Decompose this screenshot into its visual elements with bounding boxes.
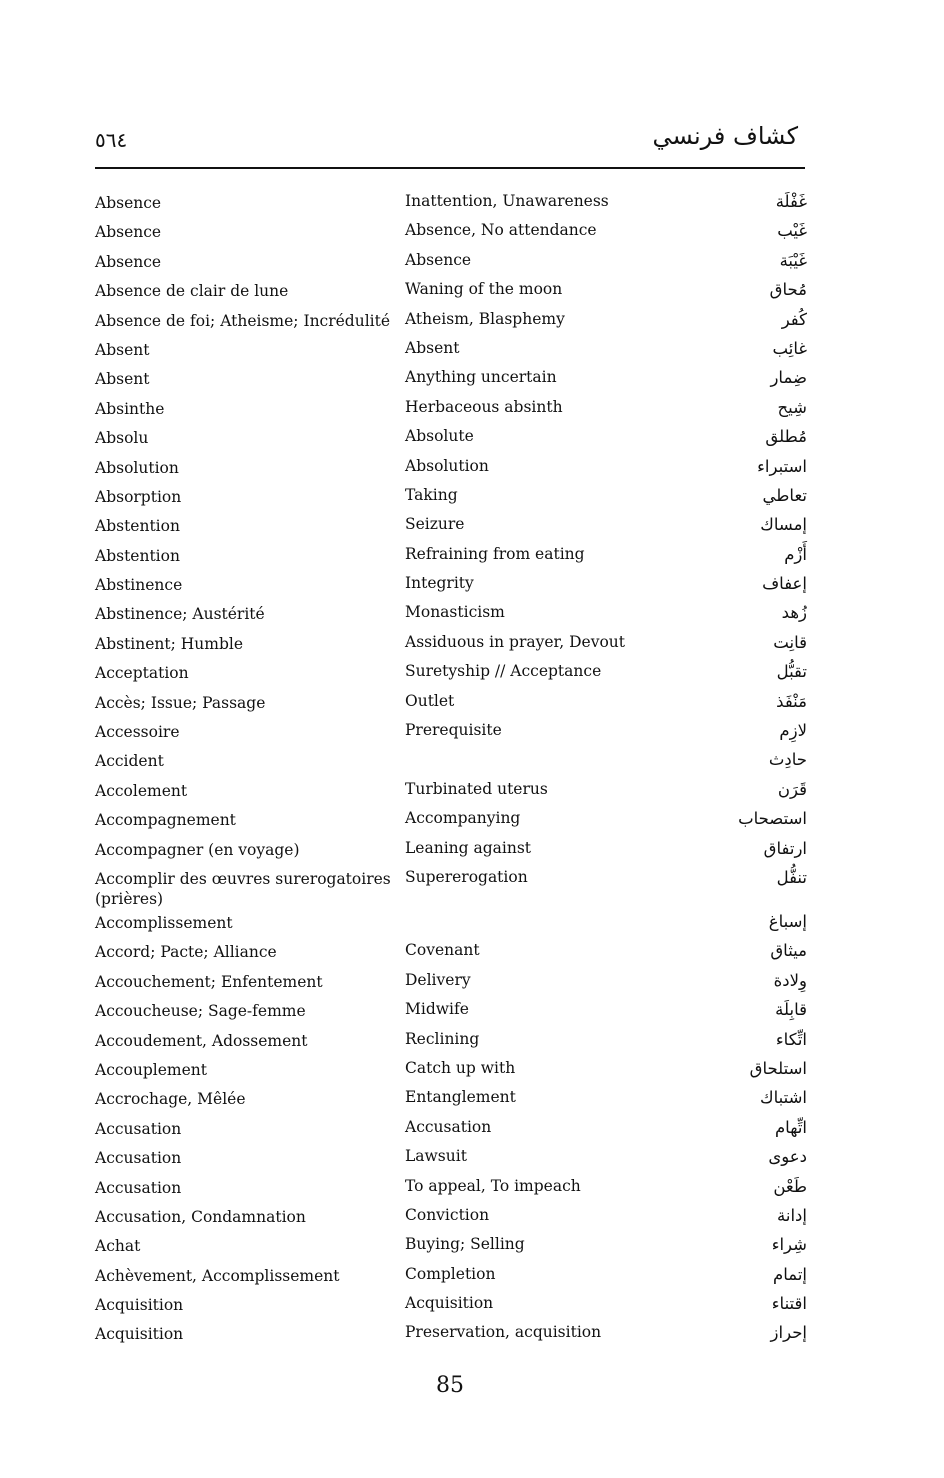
entry-english-term: Absent bbox=[405, 338, 460, 357]
entry-english-term: Delivery bbox=[405, 970, 471, 989]
entry-french-term: Acquisition bbox=[95, 1325, 184, 1344]
entry-french-term: Achat bbox=[95, 1237, 141, 1256]
entry-english-term: Seizure bbox=[405, 515, 465, 534]
glossary-entry bbox=[95, 630, 807, 659]
glossary-entry bbox=[95, 336, 807, 365]
entry-french-term: Accusation, Condamnation bbox=[95, 1207, 306, 1226]
entry-french-term: Accompagner (en voyage) bbox=[95, 840, 300, 859]
entry-arabic-term: حادِث bbox=[768, 750, 807, 770]
glossary-entry bbox=[95, 277, 807, 306]
entry-english-term: Prerequisite bbox=[405, 721, 502, 740]
entry-arabic-term: مُحاق bbox=[769, 280, 807, 300]
entry-french-term: Absinthe bbox=[95, 399, 165, 418]
entry-arabic-term: إمساك bbox=[760, 515, 807, 535]
entry-arabic-term: اقتناء bbox=[771, 1294, 807, 1314]
entry-arabic-term: غَيْب bbox=[777, 221, 807, 241]
entry-arabic-term: شِراء bbox=[771, 1235, 807, 1255]
glossary-entry bbox=[95, 1203, 807, 1232]
entry-french-term: Accusation bbox=[95, 1149, 182, 1168]
entry-english-term: Waning of the moon bbox=[405, 280, 563, 299]
glossary-entry bbox=[95, 512, 807, 541]
entry-arabic-term: وِلادة bbox=[773, 970, 807, 990]
entry-french-term: Accomplir des œuvres surerogatoires (prières) bbox=[95, 869, 391, 908]
entry-arabic-term: غَفْلَة bbox=[775, 192, 807, 211]
entry-arabic-term: إسباغ bbox=[768, 911, 807, 931]
entry-english-term: Covenant bbox=[405, 941, 480, 960]
entry-french-term: Absorption bbox=[95, 487, 182, 506]
entry-arabic-term: قَرَن bbox=[777, 779, 807, 799]
glossary-entry bbox=[95, 1144, 807, 1173]
glossary-entry bbox=[95, 483, 807, 512]
entry-arabic-term: مُطلق bbox=[765, 427, 807, 447]
glossary-entry bbox=[95, 1232, 807, 1261]
glossary-entry bbox=[95, 777, 807, 806]
entry-english-term: Absence bbox=[405, 250, 472, 269]
entry-arabic-term: استلحاق bbox=[749, 1058, 807, 1078]
entry-arabic-term: استصحاب bbox=[738, 809, 807, 829]
entry-french-term: Achèvement, Accomplissement bbox=[95, 1266, 340, 1285]
entry-arabic-term: تنفُّل bbox=[776, 867, 807, 887]
entry-arabic-term: استبراء bbox=[757, 456, 807, 476]
entry-english-term: Turbinated uterus bbox=[405, 779, 548, 798]
glossary-entry bbox=[95, 1174, 807, 1203]
entry-french-term: Acceptation bbox=[95, 664, 189, 683]
entry-french-term: Accoudement, Adossement bbox=[95, 1031, 308, 1050]
entry-arabic-term: اتِّكاء bbox=[775, 1029, 807, 1049]
glossary-entries bbox=[95, 189, 807, 1350]
entry-french-term: Absence de clair de lune bbox=[95, 282, 289, 301]
entry-french-term: Absent bbox=[95, 370, 150, 389]
entry-french-term: Absence bbox=[95, 252, 162, 271]
entry-arabic-term: زُهد bbox=[781, 603, 807, 623]
entry-french-term: Abstinent; Humble bbox=[95, 634, 244, 653]
entry-french-term: Accident bbox=[95, 752, 164, 771]
entry-english-term: Catch up with bbox=[405, 1058, 516, 1077]
entry-arabic-term: مَنْفَذ bbox=[776, 691, 807, 711]
entry-english-term: Outlet bbox=[405, 691, 455, 710]
entry-french-term: Absence bbox=[95, 223, 162, 242]
entry-french-term: Absent bbox=[95, 340, 150, 359]
glossary-entry bbox=[95, 747, 807, 776]
glossary-entry bbox=[95, 865, 807, 909]
entry-english-term: Leaning against bbox=[405, 838, 532, 857]
entry-french-term: Accrochage, Mêlée bbox=[95, 1090, 246, 1109]
entry-arabic-term: غائِب bbox=[772, 338, 807, 358]
entry-french-term: Accolement bbox=[95, 781, 188, 800]
entry-english-term: Reclining bbox=[405, 1029, 480, 1048]
entry-french-term: Accord; Pacte; Alliance bbox=[95, 943, 277, 962]
entry-arabic-term: لازِم bbox=[779, 721, 807, 741]
entry-english-term: Assiduous in prayer, Devout bbox=[405, 632, 625, 651]
entry-english-term: Inattention, Unawareness bbox=[405, 192, 609, 210]
entry-arabic-term: ارتفاق bbox=[763, 838, 807, 858]
entry-french-term: Abstention bbox=[95, 546, 180, 565]
entry-english-term: Anything uncertain bbox=[405, 368, 557, 387]
entry-english-term: To appeal, To impeach bbox=[405, 1176, 581, 1195]
glossary-entry bbox=[95, 218, 807, 247]
entry-arabic-term: قانِت bbox=[773, 632, 807, 652]
entry-arabic-term: أَزْم bbox=[784, 544, 807, 564]
entry-english-term: Suretyship // Acceptance bbox=[405, 662, 602, 681]
entry-english-term: Monasticism bbox=[405, 603, 505, 622]
glossary-entry bbox=[95, 424, 807, 453]
entry-arabic-term: إحراز bbox=[770, 1323, 807, 1343]
entry-english-term: Integrity bbox=[405, 574, 474, 593]
entry-arabic-term: إعفاف bbox=[762, 574, 807, 594]
entry-english-term: Entanglement bbox=[405, 1088, 516, 1107]
entry-arabic-term: إدانة bbox=[777, 1205, 807, 1225]
glossary-entry bbox=[95, 454, 807, 483]
glossary-entry bbox=[95, 806, 807, 835]
entry-english-term: Lawsuit bbox=[405, 1147, 467, 1166]
entry-english-term: Conviction bbox=[405, 1205, 490, 1224]
entry-english-term: Taking bbox=[405, 485, 458, 504]
entry-english-term: Supererogation bbox=[405, 867, 528, 886]
glossary-entry bbox=[95, 307, 807, 336]
entry-english-term bbox=[405, 747, 717, 749]
entry-english-term: Accompanying bbox=[405, 809, 521, 828]
glossary-entry bbox=[95, 836, 807, 865]
glossary-entry bbox=[95, 1085, 807, 1114]
entry-english-term: Preservation, acquisition bbox=[405, 1323, 602, 1342]
glossary-entry bbox=[95, 571, 807, 600]
glossary-entry bbox=[95, 1320, 807, 1349]
entry-english-term: Absence, No attendance bbox=[405, 221, 597, 240]
header-rule bbox=[95, 167, 805, 169]
glossary-entry bbox=[95, 1115, 807, 1144]
glossary-entry bbox=[95, 997, 807, 1026]
entry-french-term: Accouplement bbox=[95, 1060, 208, 1079]
entry-english-term: Buying; Selling bbox=[405, 1235, 525, 1254]
entry-arabic-term: تقبُّل bbox=[776, 662, 807, 682]
entry-english-term: Refraining from eating bbox=[405, 544, 585, 563]
entry-french-term: Accès; Issue; Passage bbox=[95, 693, 266, 712]
entry-english-term: Midwife bbox=[405, 1000, 469, 1019]
entry-arabic-term: إتمام bbox=[773, 1264, 807, 1284]
entry-french-term: Accusation bbox=[95, 1178, 182, 1197]
glossary-entry bbox=[95, 395, 807, 424]
entry-french-term: Accoucheuse; Sage-femme bbox=[95, 1002, 306, 1021]
glossary-entry bbox=[95, 542, 807, 571]
glossary-entry bbox=[95, 938, 807, 967]
entry-arabic-term: تعاطي bbox=[762, 485, 807, 505]
entry-arabic-term: كُفر bbox=[781, 309, 807, 329]
page-header-title: كشاف فرنسي bbox=[652, 122, 798, 150]
page-number: 85 bbox=[436, 1373, 464, 1398]
entry-arabic-term: ضِمار bbox=[770, 368, 807, 388]
entry-french-term: Absence bbox=[95, 194, 162, 212]
entry-english-term bbox=[405, 909, 717, 911]
glossary-entry bbox=[95, 659, 807, 688]
entry-french-term: Accomplissement bbox=[95, 913, 233, 932]
page-number-arabic: ٥٦٤ bbox=[95, 128, 128, 152]
glossary-entry bbox=[95, 248, 807, 277]
entry-arabic-term: قابِلَة bbox=[775, 1000, 807, 1020]
entry-english-term: Herbaceous absinth bbox=[405, 397, 563, 416]
entry-arabic-term: ميثاق bbox=[770, 941, 807, 961]
entry-french-term: Accessoire bbox=[95, 723, 180, 742]
entry-arabic-term: طَعْن bbox=[773, 1176, 807, 1196]
entry-english-term: Accusation bbox=[405, 1117, 492, 1136]
entry-arabic-term: شِيح bbox=[777, 397, 807, 417]
entry-french-term: Abstinence bbox=[95, 576, 183, 595]
entry-french-term: Accouchement; Enfentement bbox=[95, 972, 323, 991]
entry-french-term: Absolution bbox=[95, 458, 179, 477]
glossary-entry bbox=[95, 1056, 807, 1085]
entry-english-term: Completion bbox=[405, 1264, 496, 1283]
glossary-entry bbox=[95, 718, 807, 747]
entry-arabic-term: دعوى bbox=[768, 1147, 807, 1167]
entry-english-term: Absolute bbox=[405, 427, 474, 446]
entry-arabic-term: اتِّهام bbox=[774, 1117, 807, 1137]
entry-english-term: Atheism, Blasphemy bbox=[405, 309, 565, 328]
entry-french-term: Acquisition bbox=[95, 1296, 184, 1315]
glossary-entry bbox=[95, 1027, 807, 1056]
entry-french-term: Absence de foi; Atheisme; Incrédulité bbox=[95, 311, 391, 330]
glossary-entry bbox=[95, 1291, 807, 1320]
entry-english-term: Absolution bbox=[405, 456, 489, 475]
glossary-entry bbox=[95, 189, 807, 218]
entry-french-term: Accusation bbox=[95, 1119, 182, 1138]
glossary-entry bbox=[95, 689, 807, 718]
entry-french-term: Abstention bbox=[95, 517, 180, 536]
entry-arabic-term: اشتباك bbox=[760, 1088, 807, 1108]
entry-english-term: Acquisition bbox=[405, 1294, 494, 1313]
entry-french-term: Absolu bbox=[95, 429, 149, 448]
entry-french-term: Accompagnement bbox=[95, 811, 236, 830]
entry-french-term: Abstinence; Austérité bbox=[95, 605, 265, 624]
glossary-entry bbox=[95, 968, 807, 997]
glossary-entry bbox=[95, 909, 807, 938]
glossary-entry bbox=[95, 1262, 807, 1291]
entry-arabic-term: غَيْبَة bbox=[779, 250, 807, 270]
glossary-entry bbox=[95, 600, 807, 629]
glossary-entry bbox=[95, 365, 807, 394]
